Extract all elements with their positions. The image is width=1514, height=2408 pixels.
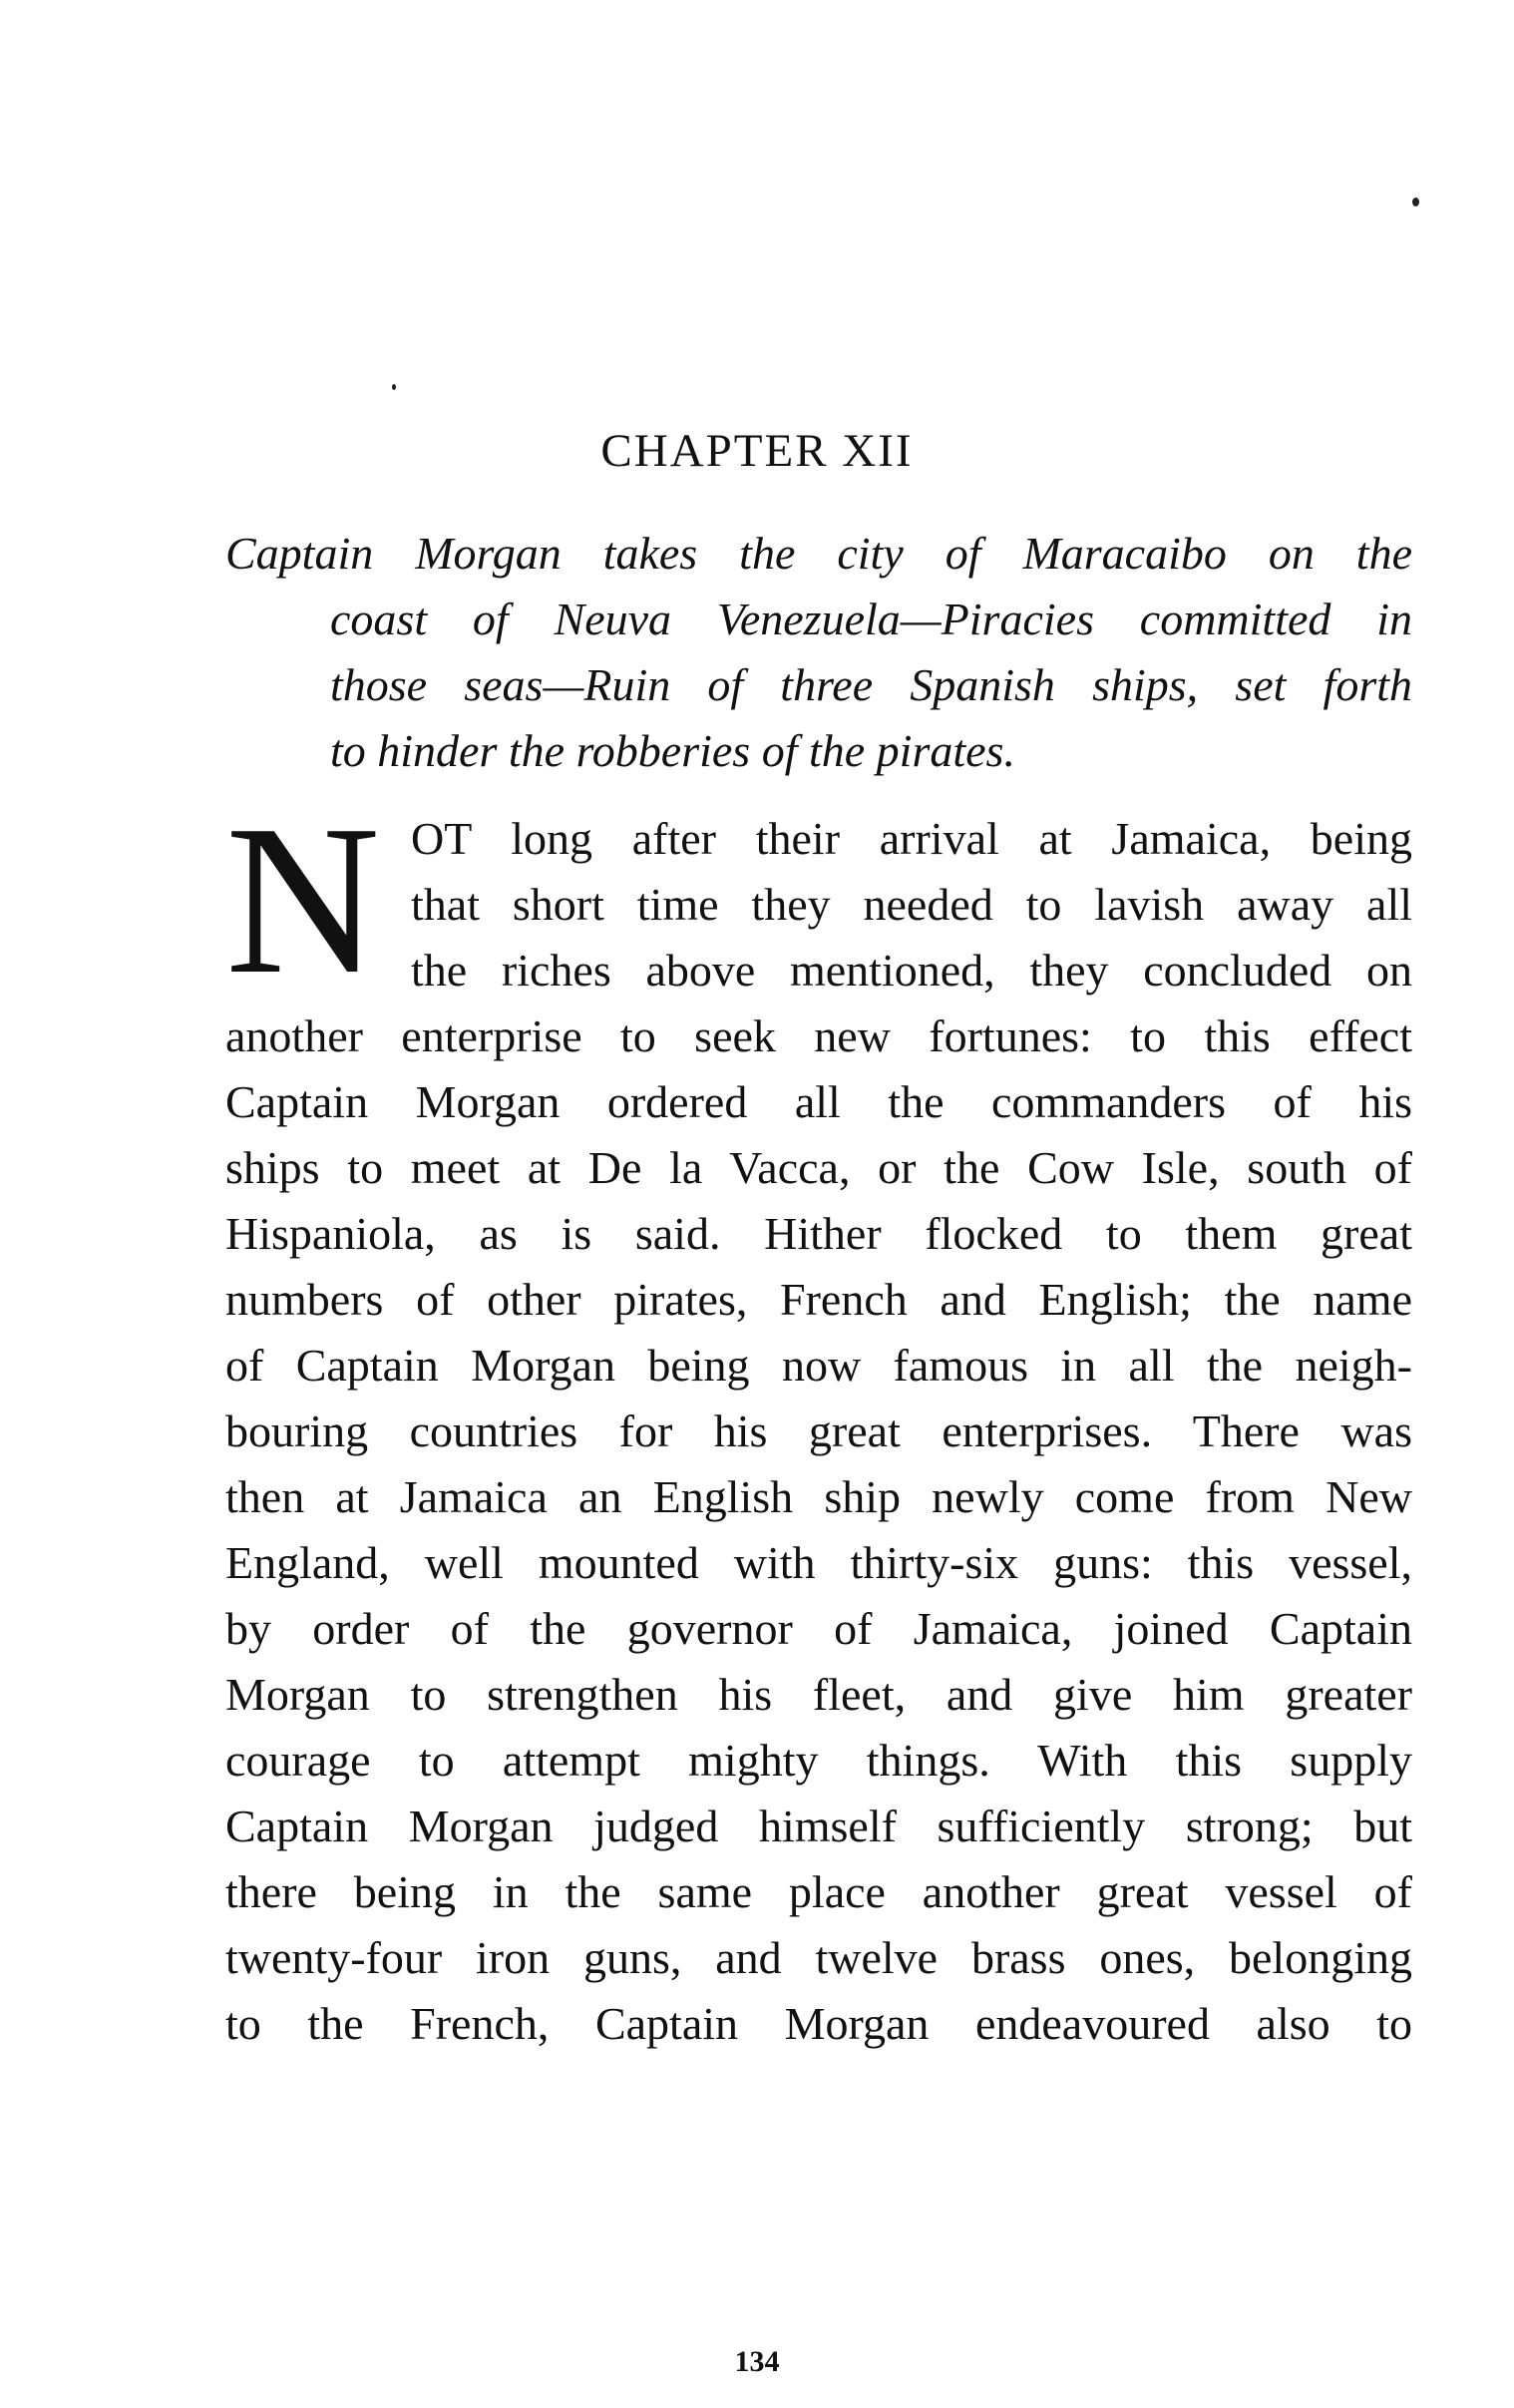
chapter-title: CHAPTER XII bbox=[600, 425, 914, 477]
summary-line: coast of Neuva Venezuela—Piracies committed in bbox=[330, 594, 1412, 644]
text-line: OT long after their arrival at Jamaica, being bbox=[411, 813, 1412, 864]
text-line: England, well mounted with thirty-six guns: this vessel, bbox=[225, 1537, 1412, 1588]
chapter-summary bbox=[225, 521, 1412, 784]
text-line: there being in the same place another great vessel of bbox=[225, 1866, 1412, 1917]
summary-line: Captain Morgan takes the city of Maracaibo on the bbox=[225, 528, 1412, 579]
text-line: bouring countries for his great enterprises. There was bbox=[225, 1405, 1412, 1456]
text-line: to the French, Captain Morgan endeavoured also to bbox=[225, 1998, 1412, 2049]
text-line: Captain Morgan judged himself sufficiently strong; but bbox=[225, 1801, 1412, 1851]
text-line: the riches above mentioned, they concluded on bbox=[411, 945, 1412, 996]
print-speck bbox=[1412, 198, 1419, 206]
text-line: Captain Morgan ordered all the commanders of his bbox=[225, 1076, 1412, 1127]
body-paragraph bbox=[225, 806, 1412, 2057]
text-line: Hispaniola, as is said. Hither flocked to them great bbox=[225, 1208, 1412, 1259]
text-line: by order of the governor of Jamaica, joined Captain bbox=[225, 1603, 1412, 1654]
text-line: that short time they needed to lavish away all bbox=[411, 879, 1412, 930]
text-line: Morgan to strengthen his fleet, and give him greater bbox=[225, 1669, 1412, 1720]
print-speck bbox=[392, 384, 396, 390]
text-line: then at Jamaica an English ship newly come from New bbox=[225, 1471, 1412, 1522]
text-line: numbers of other pirates, French and English; the name bbox=[225, 1274, 1412, 1325]
text-line: courage to attempt mighty things. With this supply bbox=[225, 1735, 1412, 1786]
summary-line: those seas—Ruin of three Spanish ships, set forth bbox=[330, 659, 1412, 710]
text-line: another enterprise to seek new fortunes: to this effect bbox=[225, 1010, 1412, 1061]
text-line: twenty-four iron guns, and twelve brass ones, belonging bbox=[225, 1932, 1412, 1983]
summary-line: to hinder the robberies of the pirates. bbox=[330, 725, 1015, 776]
text-line: of Captain Morgan being now famous in all the neigh- bbox=[225, 1340, 1412, 1391]
drop-cap: N bbox=[225, 780, 381, 1018]
text-line: ships to meet at De la Vacca, or the Cow Isle, south of bbox=[225, 1142, 1412, 1193]
page-number: 134 bbox=[734, 2345, 780, 2378]
